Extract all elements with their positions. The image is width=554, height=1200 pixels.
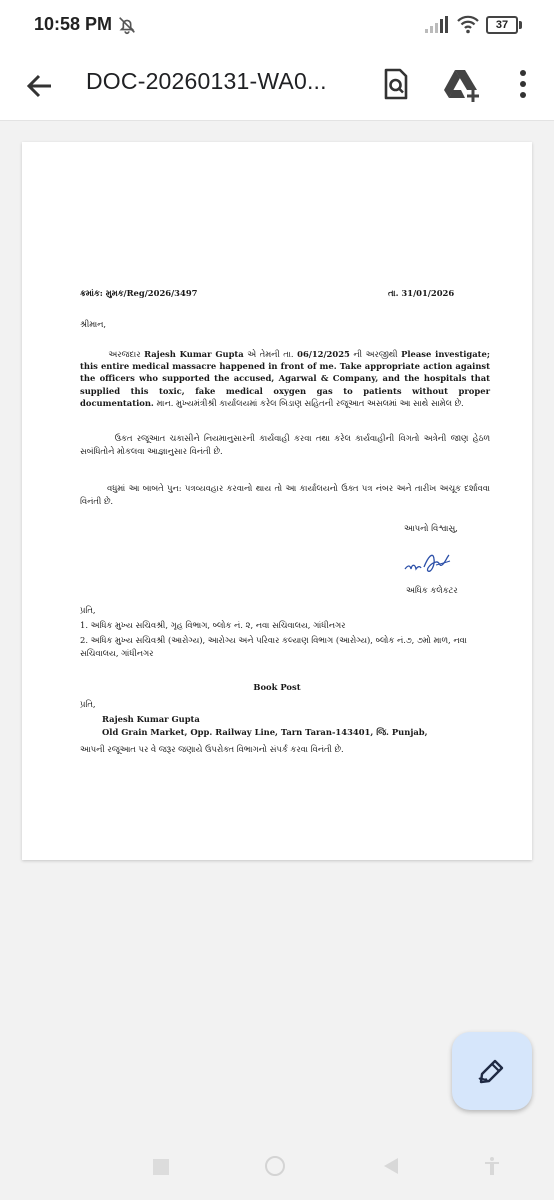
bell-off-icon — [116, 14, 138, 36]
reference-number: ક્રમાંક: મુમક/Reg/2026/3497 — [80, 288, 198, 298]
save-to-drive-icon[interactable] — [440, 64, 484, 104]
salutation: શ્રીમાન, — [80, 319, 107, 329]
signature-closing: આપનો વિશ્વાસુ, — [404, 523, 458, 533]
signature-image — [402, 547, 458, 581]
to-label: પ્રતિ, — [80, 699, 96, 709]
home-button[interactable] — [265, 1156, 285, 1176]
p1-mid2: ની અરજીથી — [349, 349, 402, 359]
battery-indicator: 37 — [486, 16, 518, 34]
recipient-name: Rajesh Kumar Gupta — [102, 714, 200, 724]
copy-to-label: પ્રતિ, — [80, 605, 96, 615]
recipient-address: Old Grain Market, Opp. Railway Line, Tarn Taran-143401, જિ. Punjab, — [102, 727, 428, 737]
copy-recipient-1: 1. અધિક મુખ્ય સચિવશ્રી, ગૃહ વિભાગ, બ્લોક નં. ૨, નવા સચિવાલય, ગાંધીનગર — [80, 620, 346, 630]
signatory-designation: અધિક કલેકટર — [406, 585, 458, 595]
p1-mid: એ તેમની તા. — [243, 349, 298, 359]
wifi-icon — [456, 14, 480, 34]
p2-text: ઉકત રજૂઆત ચકાસીને નિયમાનુસારની કાર્યવાહી કરવા તથા કરેલ કાર્યવાહીની વિગતો અત્રેની જાણ હેઠળ સબંધિતોને મોકલવા આજ્ઞાનુસાર વિનંતી છે. — [80, 433, 490, 456]
search-in-document-icon[interactable] — [376, 64, 416, 104]
application-date: 06/12/2025 — [297, 349, 350, 359]
book-post-label: Book Post — [253, 682, 301, 692]
more-options-icon[interactable] — [510, 64, 536, 104]
paragraph-3 — [80, 482, 490, 507]
edit-pen-icon — [476, 1055, 508, 1087]
back-arrow-icon[interactable] — [20, 66, 60, 106]
edit-fab-button[interactable] — [452, 1032, 532, 1110]
copy-recipient-2: 2. અધિક મુખ્ય સચિવશ્રી (આરોગ્ય), આરોગ્ય અને પરિવાર કલ્યાણ વિભાગ (આરોગ્ય), બ્લોક નં.૭, ૭મો માળ, નવા સચિવાલય, ગાંધીનગર — [80, 635, 467, 658]
paragraph-1 — [80, 348, 490, 409]
document-title: DOC-20260131-WA0... — [86, 68, 327, 94]
recent-apps-button[interactable] — [153, 1159, 169, 1175]
applicant-name: Rajesh Kumar Gupta — [144, 349, 244, 359]
closing-note: આપની રજૂઆત પર વે જરૂર જણાયે ઉપરોક્ત વિભાગનો સંપર્ક કરવા વિનંતી છે. — [80, 744, 344, 754]
document-page[interactable] — [22, 142, 532, 860]
app-bar — [0, 52, 554, 121]
complaint-text: Please investigate; this entire medical massacre happened in front of me. Take appropriate action against the officers who supported the accused, Agarwal & Company, and the hospitals that supplied this toxic, fake medical oxygen gas to patients without proper documentation. — [80, 349, 490, 408]
p1-tail: માન. મુખ્યમંત્રીશ્રી કાર્યાલયમાં કરેલ બિડાણ સહિતની રજૂઆત અસલમાં આ સાથે સામેલ છે. — [153, 397, 464, 408]
status-time: 10:58 PM — [34, 14, 113, 34]
nav-back-icon[interactable] — [382, 1157, 400, 1175]
accessibility-icon[interactable] — [482, 1156, 502, 1176]
letter-date: તા. 31/01/2026 — [388, 288, 455, 298]
status-bar — [0, 0, 554, 52]
signal-icon — [424, 16, 448, 34]
paragraph-2 — [80, 432, 490, 457]
battery-tip — [519, 21, 522, 29]
p3-text: વધુમાં આ બાબતે પુન: પત્રવ્યવહાર કરવાનો થાય તો આ કાર્યાલયનો ઉક્ત પત્ર નંબર અને તારીખ અચૂક દર્શાવવા વિનંતી છે. — [80, 483, 490, 506]
p1-lead: અરજદાર — [108, 349, 145, 359]
